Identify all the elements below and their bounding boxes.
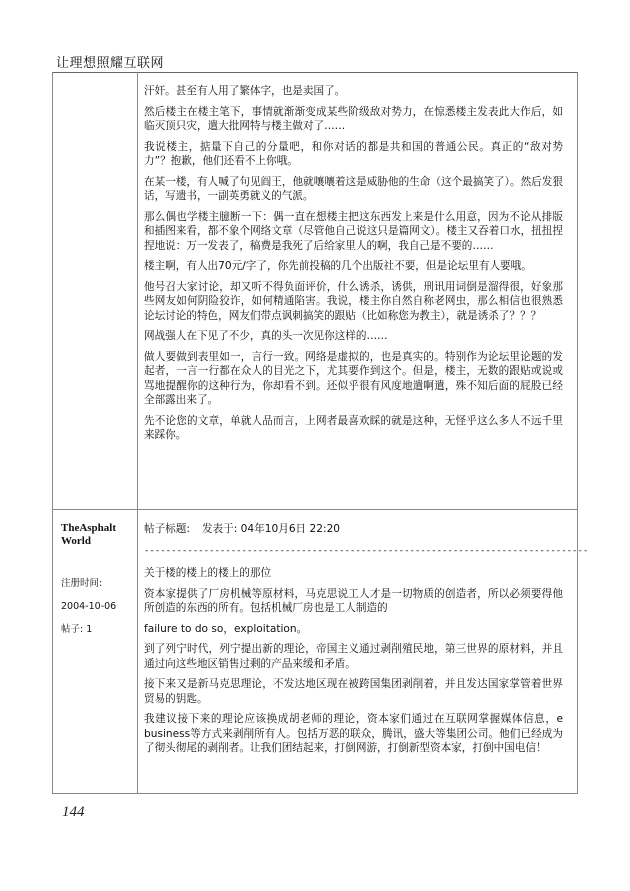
post-paragraph: 那么偶也学楼主臆断一下：偶一直在想楼主把这东西发上来是什么用意，因为不论从排版和插图来看，都不象个网络文章（尽管他自己说这只是篇网文）。楼主又吞着口水，扭扭捏捏地说：万一发表了，稿费是我死了后给家里人的啊，我自己是不要的…… <box>144 210 563 252</box>
post-separator: ---------------------------------------------------------------------------------- <box>144 546 589 556</box>
post-paragraph: 先不论您的文章，单就人品而言，上网者最喜欢睬的就是这种，无怪乎这么多人不远千里来踩你。 <box>144 414 563 441</box>
post-paragraph: 我说楼主，掂量下自己的分量吧，和你对话的都是共和国的普通公民。真正的“敌对势力”？抱歉，他们还看不上你哦。 <box>144 140 563 167</box>
author-name: TheAsphalt World <box>61 522 117 547</box>
post-header <box>144 522 563 536</box>
post-count: 帖子: 1 <box>61 624 93 635</box>
register-time-label: 注册时间: <box>61 578 103 589</box>
top-post-body <box>138 72 577 509</box>
bottom-post-body <box>138 510 589 793</box>
post-date: 发表于: 04年10月6日 22:20 <box>201 523 341 535</box>
post-paragraph: 网战强人在下见了不少，真的头一次见你这样的…… <box>144 330 388 342</box>
page-number: 144 <box>62 804 85 820</box>
bottom-author-cell <box>53 510 137 793</box>
forum-table <box>52 72 589 794</box>
post-paragraph: 到了列宁时代，列宁提出新的理论，帝国主义通过剥削殖民地，第三世界的原材料，并且通过向这些地区销售过剩的产品来缓和矛盾。 <box>144 643 563 670</box>
top-author-cell <box>53 72 137 509</box>
running-title: 让理想照耀互联网 <box>56 56 165 71</box>
post-paragraph: 在某一楼，有人喊了句见阎王，他就嚷嚷着这是威胁他的生命（这个最搞笑了）。然后发狠话，写遗书，一副英勇就义的气派。 <box>144 175 563 202</box>
post-paragraph: 我建议接下来的理论应该换成胡老师的理论，资本家们通过在互联网掌握媒体信息，e business等方式来剥削所有人。包括万恶的联众，腾讯，盛大等集团公司。他们已经成为了彻头彻尾的剥削者。让我们团结起来，打倒网游，打倒新型资本家，打倒中国电信！ <box>144 713 563 754</box>
post-paragraph: 接下来又是新马克思理论，不发达地区现在被跨国集团剥削着，并且发达国家掌管着世界贸易的钥匙。 <box>144 678 563 705</box>
post-paragraph: 然后楼主在楼主笔下，事情就渐渐变成某些阶级敌对势力，在惊悉楼主发表此大作后，如临灭顶只灾，遣大批网特与楼主做对了…… <box>144 105 563 132</box>
post-paragraph: 做人要做到表里如一，言行一致。网络是虚拟的，也是真实的。特别作为论坛里论题的发起者，一言一行都在众人的目光之下，尤其要作到这个。但是，楼主，无数的跟贴或说或骂地提醒你的这种行为，你却看不到。还似乎很有风度地遣啊遣，殊不知后面的屁股已经全部露出来了。 <box>144 350 563 406</box>
post-paragraph: 关于楼的楼上的楼上的那位 <box>144 567 272 579</box>
post-paragraph: 楼主啊，有人出70元/字了，你先前投稿的几个出版社不要，但是论坛里有人要哦。 <box>144 260 532 272</box>
post-paragraph: 他号召大家讨论，却又听不得负面评价，什么诱杀，诱供，刑讯用词倒是溜得很，好象那些网友如何阴险狡诈，如何精通陷害。我说，楼主你自然自称老网虫，那么相信也很熟悉论坛讨论的特色，网友们带点讽刺搞笑的跟贴（比如称您为教主），就是诱杀了？？？ <box>144 280 563 322</box>
post-paragraph: failure to do so，exploitation。 <box>144 622 308 635</box>
post-title-label: 帖子标题: <box>144 523 190 535</box>
post-paragraph: 汗奸。甚至有人用了繁体字，也是卖国了。 <box>144 85 346 97</box>
register-date: 2004-10-06 <box>61 601 117 612</box>
post-paragraph: 资本家提供了厂房机械等原材料，马克思说工人才是一切物质的创造者，所以必须要得他所创造的东西的所有。包括机械厂房也是工人制造的 <box>144 587 563 614</box>
